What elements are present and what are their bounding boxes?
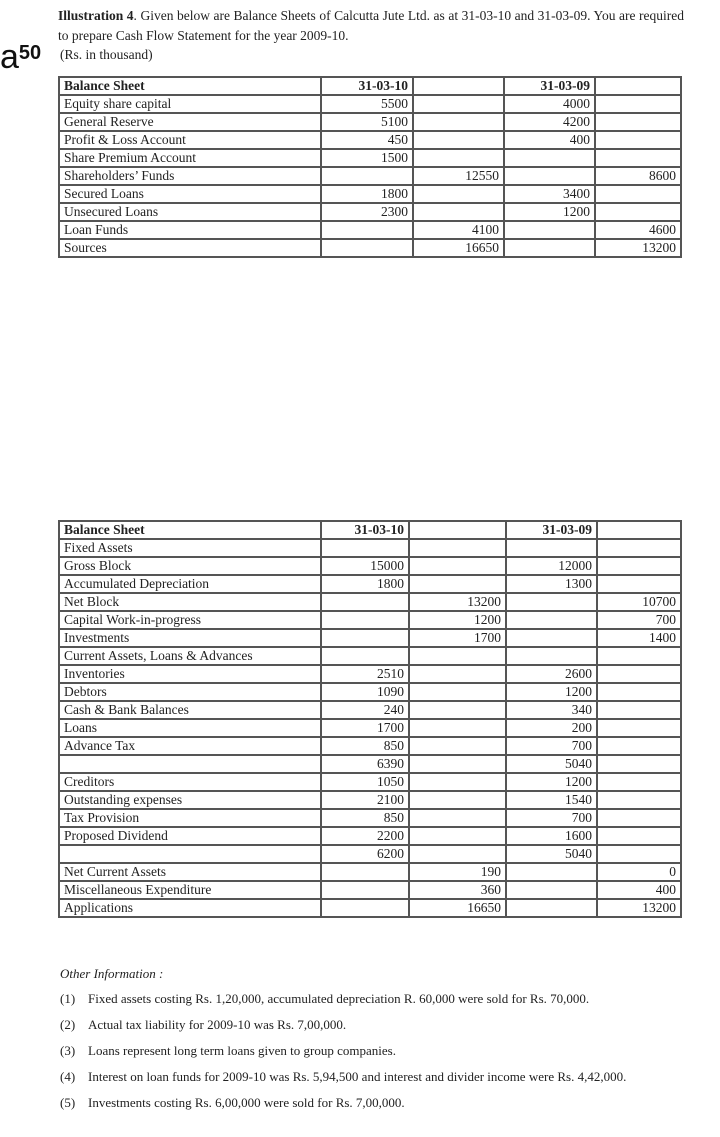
row-value — [595, 185, 681, 203]
row-value: 4200 — [504, 113, 595, 131]
row-value: 6200 — [321, 845, 409, 863]
row-label: Equity share capital — [59, 95, 321, 113]
row-value: 360 — [409, 881, 506, 899]
row-value: 200 — [506, 719, 597, 737]
table-row — [59, 863, 681, 881]
row-value: 2200 — [321, 827, 409, 845]
table-row — [59, 113, 681, 131]
row-value: 2100 — [321, 791, 409, 809]
info-item-number: (5) — [60, 1095, 76, 1110]
row-label: Profit & Loss Account — [59, 131, 321, 149]
table-row — [59, 773, 681, 791]
row-value: 13200 — [409, 593, 506, 611]
row-value — [409, 557, 506, 575]
row-label: Miscellaneous Expenditure — [59, 881, 321, 899]
table-row — [59, 131, 681, 149]
row-value — [595, 131, 681, 149]
assets-table — [58, 520, 682, 918]
row-value — [321, 221, 413, 239]
row-label: Secured Loans — [59, 185, 321, 203]
table-header-row — [59, 77, 681, 95]
info-item — [60, 1068, 684, 1085]
row-value — [409, 665, 506, 683]
other-information — [60, 966, 684, 1120]
row-value — [413, 185, 504, 203]
liabilities-table — [58, 76, 682, 258]
row-value — [409, 647, 506, 665]
row-value: 6390 — [321, 755, 409, 773]
table-row — [59, 809, 681, 827]
illustration-text: . Given below are Balance Sheets of Calcutta Jute Ltd. as at 31-03-10 and 31-03-09. You are required to prepare Cash Flow Statement for the year 2009-10. — [58, 8, 684, 43]
table-row — [59, 149, 681, 167]
table-row — [59, 221, 681, 239]
row-value: 240 — [321, 701, 409, 719]
table-row — [59, 755, 681, 773]
row-value: 0 — [597, 863, 681, 881]
row-value — [597, 701, 681, 719]
row-value: 1700 — [321, 719, 409, 737]
info-item — [60, 990, 684, 1007]
row-label: Fixed Assets — [59, 539, 321, 557]
table-row — [59, 575, 681, 593]
row-value — [321, 593, 409, 611]
row-value: 1090 — [321, 683, 409, 701]
table-row — [59, 185, 681, 203]
row-value: 1300 — [506, 575, 597, 593]
row-value: 700 — [597, 611, 681, 629]
table-row — [59, 203, 681, 221]
row-label: Net Current Assets — [59, 863, 321, 881]
row-label: Outstanding expenses — [59, 791, 321, 809]
row-value — [409, 809, 506, 827]
row-value — [409, 791, 506, 809]
header-cell: 31-03-10 — [321, 521, 409, 539]
header-cell: 31-03-09 — [504, 77, 595, 95]
header-cell — [597, 521, 681, 539]
table-row — [59, 167, 681, 185]
row-label: Cash & Bank Balances — [59, 701, 321, 719]
info-item-number: (4) — [60, 1069, 76, 1084]
row-value: 190 — [409, 863, 506, 881]
row-value — [321, 647, 409, 665]
row-value — [597, 809, 681, 827]
row-label: Loans — [59, 719, 321, 737]
row-value: 2600 — [506, 665, 597, 683]
row-value — [413, 149, 504, 167]
row-value — [506, 863, 597, 881]
row-value: 4600 — [595, 221, 681, 239]
header-cell — [413, 77, 504, 95]
row-value: 400 — [597, 881, 681, 899]
row-value — [413, 95, 504, 113]
row-value — [409, 827, 506, 845]
mark-sup: 50 — [18, 42, 42, 64]
row-value: 1700 — [409, 629, 506, 647]
info-item — [60, 1094, 684, 1111]
header-cell: 31-03-09 — [506, 521, 597, 539]
row-value — [597, 791, 681, 809]
row-value: 5500 — [321, 95, 413, 113]
row-value: 340 — [506, 701, 597, 719]
row-value — [597, 539, 681, 557]
row-value: 1050 — [321, 773, 409, 791]
row-value — [409, 539, 506, 557]
table-row — [59, 791, 681, 809]
row-label: Creditors — [59, 773, 321, 791]
row-value: 15000 — [321, 557, 409, 575]
row-label: Unsecured Loans — [59, 203, 321, 221]
row-value — [597, 665, 681, 683]
row-value: 10700 — [597, 593, 681, 611]
row-value — [409, 683, 506, 701]
row-value: 1800 — [321, 575, 409, 593]
row-value — [595, 149, 681, 167]
row-value — [595, 203, 681, 221]
row-value — [506, 539, 597, 557]
row-label: Sources — [59, 239, 321, 257]
row-label: Share Premium Account — [59, 149, 321, 167]
info-item — [60, 1042, 684, 1059]
row-label — [59, 845, 321, 863]
table-row — [59, 827, 681, 845]
row-value — [504, 167, 595, 185]
header-cell — [409, 521, 506, 539]
row-value: 1200 — [409, 611, 506, 629]
row-label: Advance Tax — [59, 737, 321, 755]
row-value — [409, 755, 506, 773]
row-value: 1540 — [506, 791, 597, 809]
other-information-title: Other Information : — [60, 966, 164, 981]
row-label: Investments — [59, 629, 321, 647]
illustration-label: Illustration 4 — [58, 8, 134, 23]
row-value — [506, 629, 597, 647]
info-item-text: Fixed assets costing Rs. 1,20,000, accumulated depreciation R. 60,000 were sold for Rs. 70,000. — [88, 991, 590, 1006]
illustration-intro — [58, 6, 684, 46]
info-item-number: (2) — [60, 1017, 76, 1032]
row-value — [597, 773, 681, 791]
row-value: 2510 — [321, 665, 409, 683]
header-cell — [595, 77, 681, 95]
row-value — [413, 131, 504, 149]
row-value — [413, 203, 504, 221]
row-value — [321, 539, 409, 557]
row-label: General Reserve — [59, 113, 321, 131]
row-value: 4000 — [504, 95, 595, 113]
row-value: 1500 — [321, 149, 413, 167]
table-row — [59, 539, 681, 557]
row-value — [597, 575, 681, 593]
row-value — [597, 557, 681, 575]
row-value: 700 — [506, 809, 597, 827]
row-value: 5100 — [321, 113, 413, 131]
row-value: 2300 — [321, 203, 413, 221]
row-value: 450 — [321, 131, 413, 149]
header-cell: Balance Sheet — [59, 77, 321, 95]
mark-base: a — [0, 38, 19, 76]
row-value — [409, 737, 506, 755]
row-value: 1200 — [506, 683, 597, 701]
row-value — [597, 755, 681, 773]
row-value: 1400 — [597, 629, 681, 647]
row-value — [597, 845, 681, 863]
row-value — [597, 737, 681, 755]
row-value: 850 — [321, 809, 409, 827]
header-cell: Balance Sheet — [59, 521, 321, 539]
row-value — [597, 683, 681, 701]
info-item-text: Investments costing Rs. 6,00,000 were sold for Rs. 7,00,000. — [88, 1095, 405, 1110]
row-label: Net Block — [59, 593, 321, 611]
row-value — [321, 611, 409, 629]
units-note: (Rs. in thousand) — [60, 47, 153, 62]
row-value: 1200 — [504, 203, 595, 221]
row-value: 5040 — [506, 755, 597, 773]
row-value: 1600 — [506, 827, 597, 845]
row-value: 400 — [504, 131, 595, 149]
row-value: 1800 — [321, 185, 413, 203]
table-row — [59, 557, 681, 575]
row-value — [409, 701, 506, 719]
table-row — [59, 845, 681, 863]
info-item-number: (1) — [60, 991, 76, 1006]
row-value: 850 — [321, 737, 409, 755]
row-label: Gross Block — [59, 557, 321, 575]
handwritten-mark — [0, 38, 42, 76]
row-value — [409, 845, 506, 863]
table-row — [59, 629, 681, 647]
table-header-row — [59, 521, 681, 539]
row-value — [504, 149, 595, 167]
row-label: Capital Work-in-progress — [59, 611, 321, 629]
table-row — [59, 899, 681, 917]
row-label — [59, 755, 321, 773]
row-value — [409, 719, 506, 737]
row-value — [504, 239, 595, 257]
table-row — [59, 95, 681, 113]
row-value: 13200 — [597, 899, 681, 917]
row-value: 700 — [506, 737, 597, 755]
info-item-text: Loans represent long term loans given to group companies. — [88, 1043, 396, 1058]
row-value: 8600 — [595, 167, 681, 185]
row-value: 1200 — [506, 773, 597, 791]
header-cell: 31-03-10 — [321, 77, 413, 95]
row-value — [506, 881, 597, 899]
table-row — [59, 683, 681, 701]
row-value — [413, 113, 504, 131]
row-value — [321, 863, 409, 881]
row-value — [409, 575, 506, 593]
table-row — [59, 239, 681, 257]
row-value — [321, 881, 409, 899]
info-item — [60, 1016, 684, 1033]
row-label: Tax Provision — [59, 809, 321, 827]
row-label: Accumulated Depreciation — [59, 575, 321, 593]
row-label: Current Assets, Loans & Advances — [59, 647, 321, 665]
row-value — [506, 647, 597, 665]
row-value — [597, 719, 681, 737]
row-value — [409, 773, 506, 791]
row-value — [321, 899, 409, 917]
table-row — [59, 719, 681, 737]
row-value — [321, 167, 413, 185]
info-item-number: (3) — [60, 1043, 76, 1058]
row-label: Inventories — [59, 665, 321, 683]
row-label: Loan Funds — [59, 221, 321, 239]
info-item-text: Interest on loan funds for 2009-10 was Rs. 5,94,500 and interest and divider income were Rs. 4,42,000. — [88, 1069, 627, 1084]
row-value — [506, 899, 597, 917]
row-value — [506, 593, 597, 611]
table-row — [59, 701, 681, 719]
row-label: Proposed Dividend — [59, 827, 321, 845]
row-value — [597, 827, 681, 845]
row-value: 12000 — [506, 557, 597, 575]
row-label: Shareholders’ Funds — [59, 167, 321, 185]
row-value — [321, 629, 409, 647]
table-row — [59, 665, 681, 683]
row-value — [595, 113, 681, 131]
table-row — [59, 593, 681, 611]
row-label: Debtors — [59, 683, 321, 701]
row-value: 13200 — [595, 239, 681, 257]
row-value: 5040 — [506, 845, 597, 863]
table-row — [59, 647, 681, 665]
table-row — [59, 611, 681, 629]
table-row — [59, 737, 681, 755]
row-value — [321, 239, 413, 257]
row-value — [506, 611, 597, 629]
info-item-text: Actual tax liability for 2009-10 was Rs. 7,00,000. — [88, 1017, 347, 1032]
row-value: 12550 — [413, 167, 504, 185]
row-value: 3400 — [504, 185, 595, 203]
row-value — [595, 95, 681, 113]
row-value — [597, 647, 681, 665]
row-value: 16650 — [413, 239, 504, 257]
row-value: 16650 — [409, 899, 506, 917]
row-value — [504, 221, 595, 239]
table-row — [59, 881, 681, 899]
row-value: 4100 — [413, 221, 504, 239]
row-label: Applications — [59, 899, 321, 917]
